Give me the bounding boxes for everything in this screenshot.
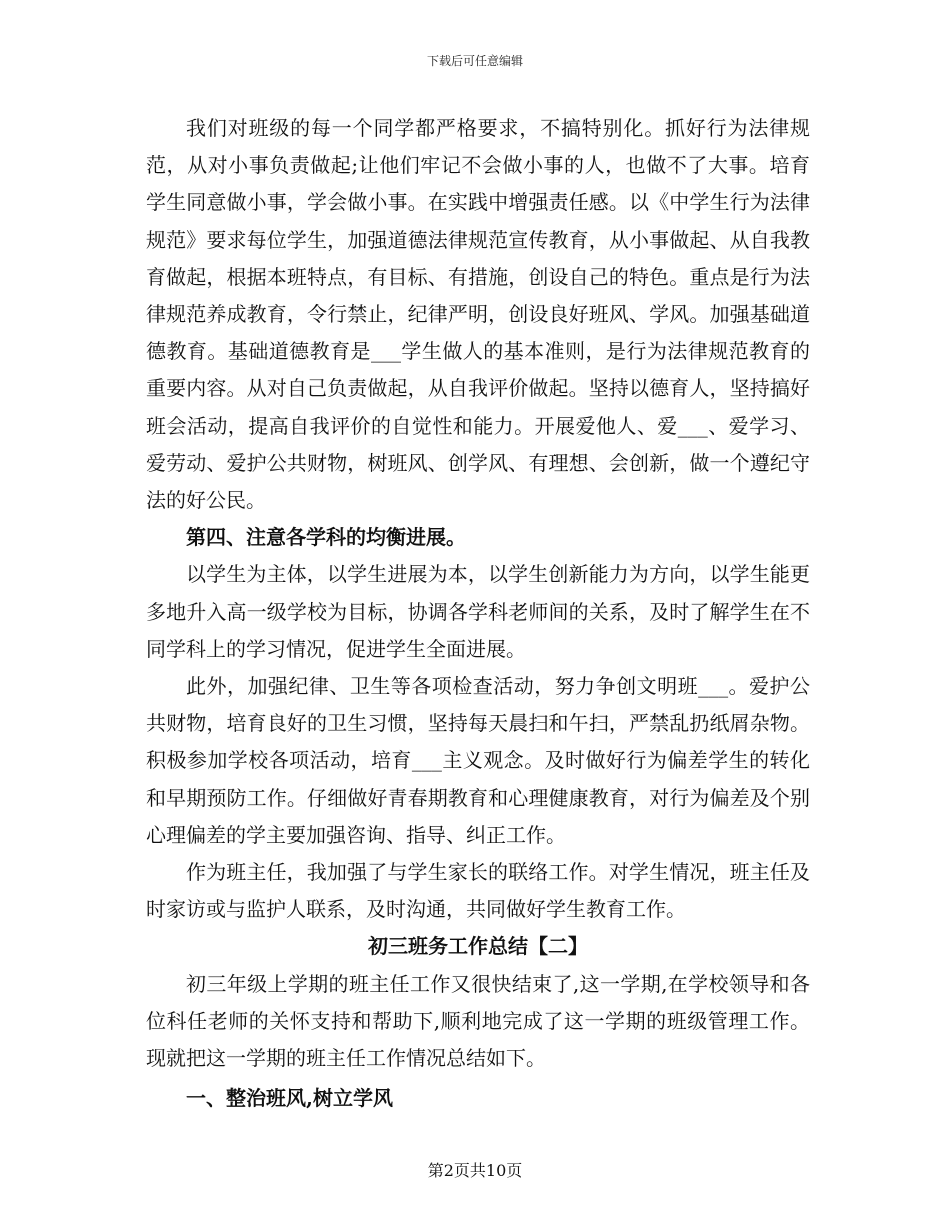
paragraph-semester-intro: 初三年级上学期的班主任工作又很快结束了,这一学期,在学校领导和各位科任老师的关怀支持和帮助下,顺利地完成了这一学期的班级管理工作。现就把这一学期的班主任工作情况总结如下。	[146, 971, 810, 1071]
paragraph-discipline-hygiene: 此外，加强纪律、卫生等各项检查活动，努力争创文明班___。爱护公共财物，培育良好的卫生习惯，坚持每天晨扫和午扫，严禁乱扔纸屑杂物。积极参加学校各项活动，培育___主义观念。及时做好行为偏差学生的转化和早期预防工作。仔细做好青春期教育和心理健康教育，对行为偏差及个别心理偏差的学主要加强咨询、指导、纠正工作。	[146, 674, 810, 847]
paragraph-parent-contact: 作为班主任，我加强了与学生家长的联络工作。对学生情况，班主任及时家访或与监护人联系，及时沟通，共同做好学生教育工作。	[146, 860, 810, 922]
page-number-footer: 第2页共10页	[427, 1161, 523, 1180]
section-heading-class-style: 一、整治班风,树立学风	[186, 1086, 393, 1111]
section-heading-balanced-development: 第四、注意各学科的均衡进展。	[186, 525, 466, 550]
page-header: 下载后可任意编辑	[426, 54, 523, 68]
paragraph-balanced-development: 以学生为主体，以学生进展为本，以学生创新能力为方向，以学生能更多地升入高一级学校为目标，协调各学科老师间的关系，及时了解学生在不同学科上的学习情况，促进学生全面进展。	[146, 562, 810, 661]
document-body	[146, 110, 810, 1117]
section-title-summary-two: 初三班务工作总结【二】	[368, 934, 588, 959]
paragraph-behavior-norms: 我们对班级的每一个同学都严格要求，不搞特别化。抓好行为法律规范，从对小事负责做起;让他们牢记不会做小事的人，也做不了大事。培育学生同意做小事，学会做小事。在实践中增强责任感。以《中学生行为法律规范》要求每位学生，加强道德法律规范宣传教育，从小事做起、从自我教育做起，根据本班特点，有目标、有措施，创设自己的特色。重点是行为法律规范养成教育，令行禁止，纪律严明，创设良好班风、学风。加强基础道德教育。基础道德教育是___学生做人的基本准则，是行为法律规范教育的重要内容。从对自己负责做起，从自我评价做起。坚持以德育人，坚持搞好班会活动，提高自我评价的自觉性和能力。开展爱他人、爱___、爱学习、爱劳动、爱护公共财物，树班风、创学风、有理想、会创新，做一个遵纪守法的好公民。	[146, 116, 810, 513]
